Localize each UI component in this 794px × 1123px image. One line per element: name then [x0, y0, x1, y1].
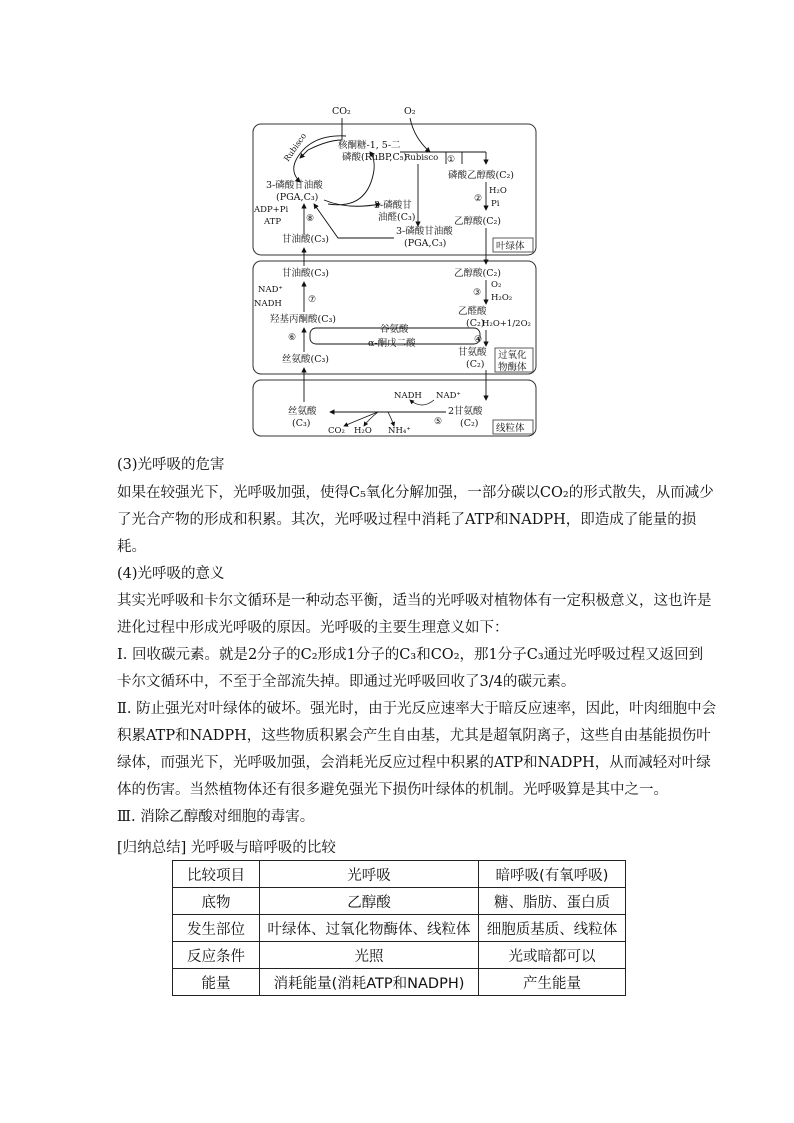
g3p-label-2: 油醛(C₃)	[378, 212, 416, 223]
pi-chloro: Pi	[491, 199, 500, 209]
step-8: ⑧	[306, 214, 315, 224]
step-7: ⑦	[308, 295, 317, 305]
rubp-label-1: 核酮糖-1, 5-二	[338, 140, 401, 151]
peroxisome-label-2: 物酶体	[498, 362, 527, 373]
peroxisome-label-1: 过氧化	[498, 350, 527, 361]
chloroplast-label: 叶绿体	[496, 241, 525, 252]
phosphoglycolate: 磷酸乙醇酸(C₂)	[448, 170, 514, 181]
summary-label: [归纳总结] 光呼吸与暗呼吸的比较	[117, 840, 336, 856]
glycerate-chloro: 甘油酸(C₃)	[282, 234, 329, 245]
nadh-perox: NADH	[254, 299, 282, 309]
table-cell: 消耗能量(消耗ATP和NADPH)	[260, 969, 479, 996]
table-cell: 乙醇酸	[260, 888, 479, 915]
header-cell: 光呼吸	[260, 861, 479, 888]
mitochondrion-label: 线粒体	[496, 423, 525, 434]
step-6: ⑥	[288, 333, 297, 343]
atp: ATP	[264, 217, 282, 227]
pga2-label-1: 3-磷酸甘油酸	[396, 226, 453, 237]
table-cell: 反应条件	[173, 942, 260, 969]
pga-label-2: (PGA,C₃)	[276, 192, 319, 203]
table-row	[173, 969, 626, 996]
rubisco-curved-label: Rubisco	[282, 131, 309, 164]
glyoxylate: 乙醛酸	[458, 306, 487, 317]
glyoxylate-c2: (C₂)	[466, 318, 485, 329]
nadh-mito: NADH	[394, 391, 422, 401]
header-cell: 暗呼吸(有氧呼吸)	[479, 861, 626, 888]
table-cell: 底物	[173, 888, 260, 915]
adp-pi: ADP+Pi	[254, 205, 289, 215]
glycerate-perox: 甘油酸(C₃)	[282, 268, 329, 279]
hydroxypyruvate: 羟基丙酮酸(C₃)	[270, 314, 336, 325]
co2-mito: CO₂	[328, 426, 345, 436]
section4-heading: (4)光呼吸的意义	[117, 566, 225, 582]
glycine-perox: 甘氨酸	[458, 347, 487, 358]
glycolate-perox: 乙醇酸(C₂)	[454, 268, 501, 279]
co2-input: CO₂	[332, 106, 351, 117]
h2o2: H₂O₂	[491, 293, 513, 303]
point-2: Ⅱ. 防止强光对叶绿体的破坏。强光时，由于光反应速率大于暗反应速率，因此，叶肉细胞中会积累ATP和NADPH，这些物质积累会产生自由基，尤其是超氧阴离子，这些自由基能损伤叶绿体，而强光下，光呼吸加强，会消耗光反应过程中积累的ATP和NADPH，从而减轻对叶绿体的伤害。当然植物体还有很多避免强光下损伤叶绿体的机制。光呼吸算是其中之一。	[117, 701, 717, 798]
glycolate-chloro: 乙醇酸(C₂)	[454, 216, 501, 227]
photorespiration-diagram	[248, 100, 540, 440]
point-1: Ⅰ. 回收碳元素。就是2分子的C₂形成1分子的C₃和CO₂，那1分子C₃通过光呼吸过程又返回到卡尔文循环中，不至于全部流失掉。即通过光呼吸回收了3/4的碳元素。	[117, 647, 704, 690]
serine-mito: 丝氨酸	[288, 406, 317, 417]
table-cell: 能量	[173, 969, 260, 996]
table-row	[173, 942, 626, 969]
table-cell: 糖、脂肪、蛋白质	[479, 888, 626, 915]
step-3: ③	[473, 288, 482, 298]
table-row	[173, 888, 626, 915]
glycine2-c2: (C₂)	[460, 418, 479, 429]
step-1: ①	[447, 155, 456, 165]
glutamate: 谷氨酸	[380, 324, 409, 335]
table-cell: 叶绿体、过氧化物酶体、线粒体	[260, 915, 479, 942]
header-cell: 比较项目	[173, 861, 260, 888]
table-cell: 光或暗都可以	[479, 942, 626, 969]
h2o-mito: H₂O	[354, 426, 372, 436]
table-cell: 产生能量	[479, 969, 626, 996]
glycine-perox-c2: (C₂)	[466, 359, 485, 370]
nad-mito: NAD⁺	[436, 391, 461, 401]
step-4: ④	[474, 335, 483, 345]
g3p-label-1: 3-磷酸甘	[374, 200, 412, 211]
serine-mito-c3: (C₃)	[292, 418, 311, 429]
ketoglutarate: α-酮戊二酸	[368, 338, 416, 349]
step-5: ⑤	[434, 417, 443, 427]
table-header-row	[173, 861, 626, 888]
h2o-chloro: H₂O	[489, 186, 507, 196]
glycine2: 2甘氨酸	[448, 406, 483, 417]
nad-perox: NAD⁺	[258, 285, 283, 295]
point-3: Ⅲ. 消除乙醇酸对细胞的毒害。	[117, 809, 315, 825]
step-2: ②	[474, 194, 483, 204]
h2o-o2: H₂O+1/2O₂	[482, 319, 531, 329]
section3-heading: (3)光呼吸的危害	[117, 457, 225, 473]
table-row	[173, 915, 626, 942]
section3-body: 如果在较强光下，光呼吸加强，使得C₅氧化分解加强，一部分碳以CO₂的形式散失，从而减少了光合产物的形成和积累。其次，光呼吸过程中消耗了ATP和NADPH，即造成了能量的损耗。	[117, 485, 714, 555]
table-cell: 光照	[260, 942, 479, 969]
section4-intro: 其实光呼吸和卡尔文循环是一种动态平衡，适当的光呼吸对植物体有一定积极意义，这也许是进化过程中形成光呼吸的原因。光呼吸的主要生理意义如下：	[117, 593, 712, 636]
o2-input: O₂	[404, 106, 416, 117]
rubisco-box-label: Rubisco	[404, 153, 439, 163]
pga2-label-2: (PGA,C₃)	[404, 238, 447, 249]
rubp-label-2: 磷酸(RuBP,C₅)	[342, 152, 408, 163]
table-cell: 细胞质基质、线粒体	[479, 915, 626, 942]
o2-perox: O₂	[491, 280, 502, 290]
serine-perox: 丝氨酸(C₃)	[282, 354, 329, 365]
comparison-table	[172, 860, 626, 996]
pga-label-1: 3-磷酸甘油酸	[266, 180, 323, 191]
table-cell: 发生部位	[173, 915, 260, 942]
nh4: NH₄⁺	[388, 426, 411, 436]
